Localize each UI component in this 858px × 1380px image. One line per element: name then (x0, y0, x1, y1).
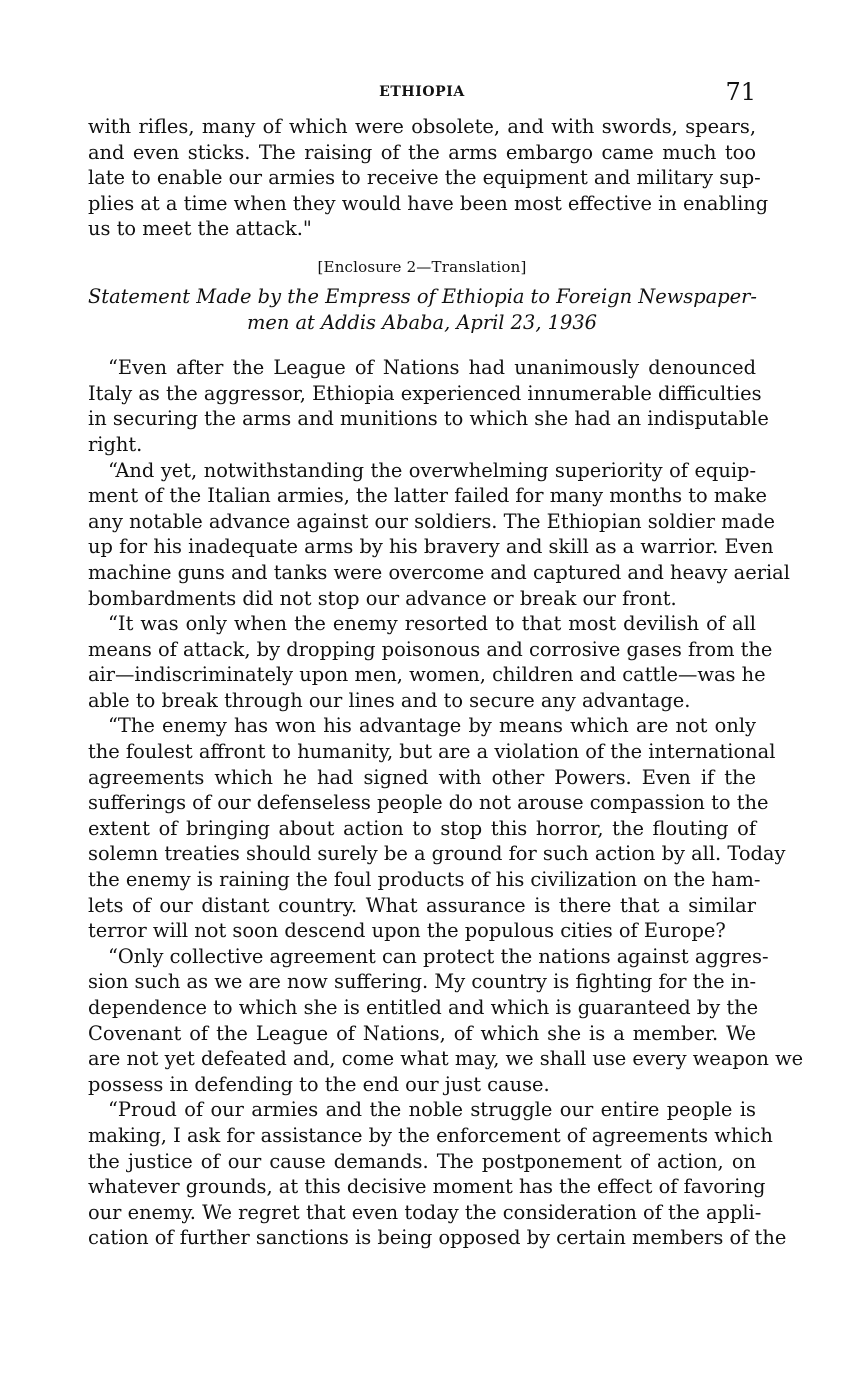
text-line: sufferings of our defenseless people do not arouse compassion to the (88, 791, 769, 815)
text-line: late to enable our armies to receive the equipment and military sup- (88, 166, 761, 190)
intro-paragraph (88, 114, 769, 242)
text-line: the enemy is raining the foul products of his civilization on the ham- (88, 868, 761, 892)
paragraph (88, 1097, 787, 1251)
text-line: in securing the arms and munitions to which she had an indisputable (88, 407, 769, 431)
text-line: Italy as the aggressor, Ethiopia experienced innumerable difficulties (88, 381, 762, 405)
text-line: possess in defending to the end our just cause. (88, 1072, 550, 1096)
text-line: sion such as we are now suffering. My country is fighting for the in- (88, 970, 756, 994)
enclosure-label: [Enclosure 2—Translation] (317, 257, 527, 276)
paragraph (88, 611, 773, 713)
text-line: ment of the Italian armies, the latter failed for many months to make (88, 484, 767, 508)
text-line: able to break through our lines and to secure any advantage. (88, 688, 691, 712)
text-line: up for his inadequate arms by his bravery and skill as a warrior. Even (88, 535, 774, 559)
text-line: us to meet the attack." (88, 217, 312, 241)
text-line: right. (88, 432, 143, 456)
text-line: with rifles, many of which were obsolete, and with swords, spears, (88, 115, 756, 138)
text-line: plies at a time when they would have been most effective in enabling (88, 191, 769, 215)
text-line: agreements which he had signed with other Powers. Even if the (88, 765, 756, 789)
text-line: solemn treaties should surely be a ground for such action by all. Today (88, 842, 786, 866)
text-line: “It was only when the enemy resorted to that most devilish of all (108, 612, 756, 636)
text-line: any notable advance against our soldiers. The Ethiopian soldier made (88, 509, 775, 533)
statement-heading (88, 284, 756, 335)
text-line: cation of further sanctions is being opposed by certain members of the (88, 1226, 787, 1250)
text-line: “Proud of our armies and the noble struggle our entire people is (108, 1098, 756, 1122)
text-line: extent of bringing about action to stop this horror, the flouting of (88, 816, 756, 840)
paragraph (88, 944, 804, 1098)
text-line: machine guns and tanks were overcome and captured and heavy aerial (88, 560, 790, 584)
text-line: are not yet defeated and, come what may, we shall use every weapon we (88, 1047, 804, 1071)
text-line: bombardments did not stop our advance or break our front. (88, 586, 677, 610)
text-line: and even sticks. The raising of the arms embargo came much too (88, 140, 756, 164)
statement-body (88, 355, 804, 1251)
text-line: making, I ask for assistance by the enforcement of agreements which (88, 1123, 773, 1147)
running-title: ETHIOPIA (379, 84, 465, 100)
page-number: 71 (725, 78, 756, 106)
text-line: whatever grounds, at this decisive moment has the effect of favoring (88, 1175, 766, 1199)
text-line: “Even after the League of Nations had unanimously denounced (108, 356, 756, 380)
text-line: the justice of our cause demands. The postponement of action, on (88, 1149, 756, 1173)
statement-heading-line: men at Addis Ababa, April 23, 1936 (246, 310, 598, 334)
text-line: “The enemy has won his advantage by means which are not only (108, 714, 756, 738)
text-line: dependence to which she is entitled and which is guaranteed by the (88, 996, 759, 1019)
statement-heading-line: Statement Made by the Empress of Ethiopia to Foreign Newspaper- (88, 284, 757, 308)
paragraph (88, 458, 790, 612)
text-line: terror will not soon descend upon the populous cities of Europe? (88, 919, 726, 943)
text-line: “Only collective agreement can protect the nations against aggres- (108, 944, 769, 968)
text-line: means of attack, by dropping poisonous and corrosive gases from the (88, 637, 773, 661)
text-line: the foulest affront to humanity, but are a violation of the international (88, 740, 776, 764)
text-line: “And yet, notwithstanding the overwhelming superiority of equip- (108, 458, 756, 482)
text-line: lets of our distant country. What assurance is there that a similar (88, 893, 756, 917)
text-line: our enemy. We regret that even today the consideration of the appli- (88, 1200, 762, 1224)
paragraph (88, 713, 786, 943)
text-line: Covenant of the League of Nations, of which she is a member. We (88, 1021, 756, 1045)
document-page (88, 78, 804, 1251)
running-header (88, 78, 756, 114)
paragraph (88, 355, 769, 457)
text-line: air—indiscriminately upon men, women, children and cattle—was he (88, 663, 766, 687)
